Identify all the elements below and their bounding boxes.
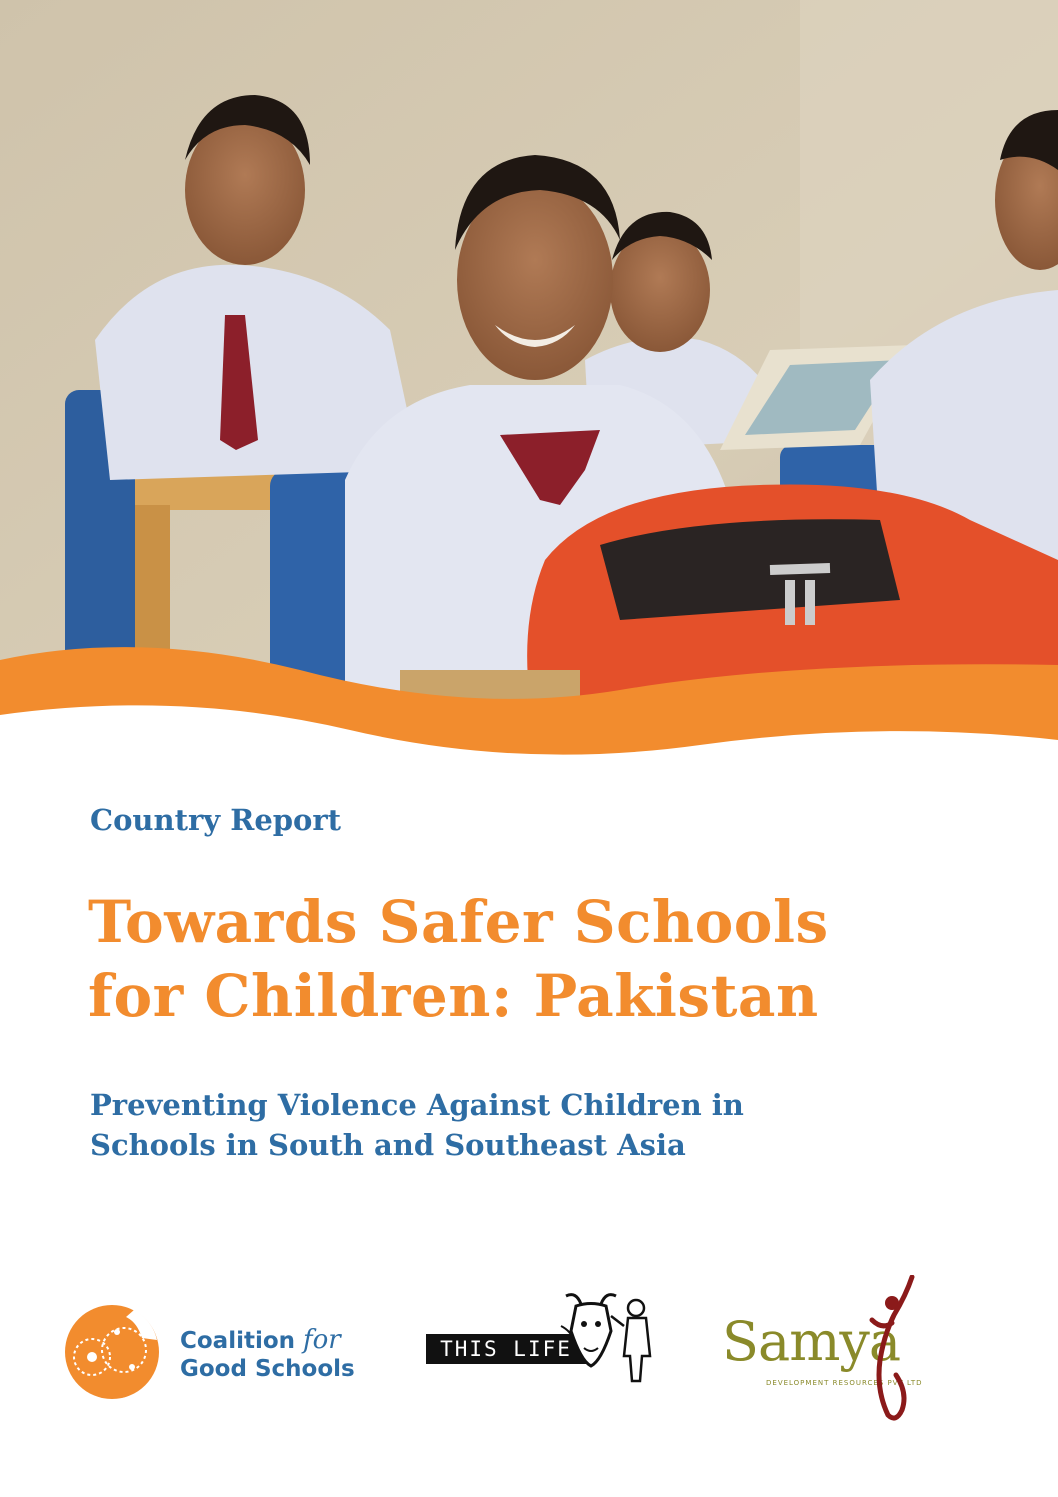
this-life-logo [426,1286,666,1386]
subtitle-line-1: Preventing Violence Against Children in [90,1088,744,1122]
coalition-globe-icon [62,1302,162,1402]
orange-wave [0,620,1058,790]
this-life-wordmark: THIS LIFE [426,1334,586,1364]
coalition-word: Coalition [180,1328,304,1354]
report-title [88,885,1018,1033]
samya-tagline: DEVELOPMENT RESOURCES PVT LTD [766,1379,923,1387]
report-subtitle [90,1085,990,1165]
good-schools-word: Good Schools [180,1356,355,1382]
samya-figure-icon [862,1275,922,1425]
report-type-label: Country Report [90,803,342,837]
subtitle-line-2: Schools in South and Southeast Asia [90,1128,686,1162]
samya-logo [722,1275,962,1425]
samya-wordmark: Samya [722,1310,901,1373]
coalition-for-good-schools-logo [62,1302,402,1402]
for-word: for [303,1325,341,1355]
title-line-2: for Children: Pakistan [88,962,819,1030]
cow-and-farmer-icon [556,1286,666,1386]
coalition-wordmark [180,1326,355,1383]
title-line-1: Towards Safer Schools [88,888,829,956]
